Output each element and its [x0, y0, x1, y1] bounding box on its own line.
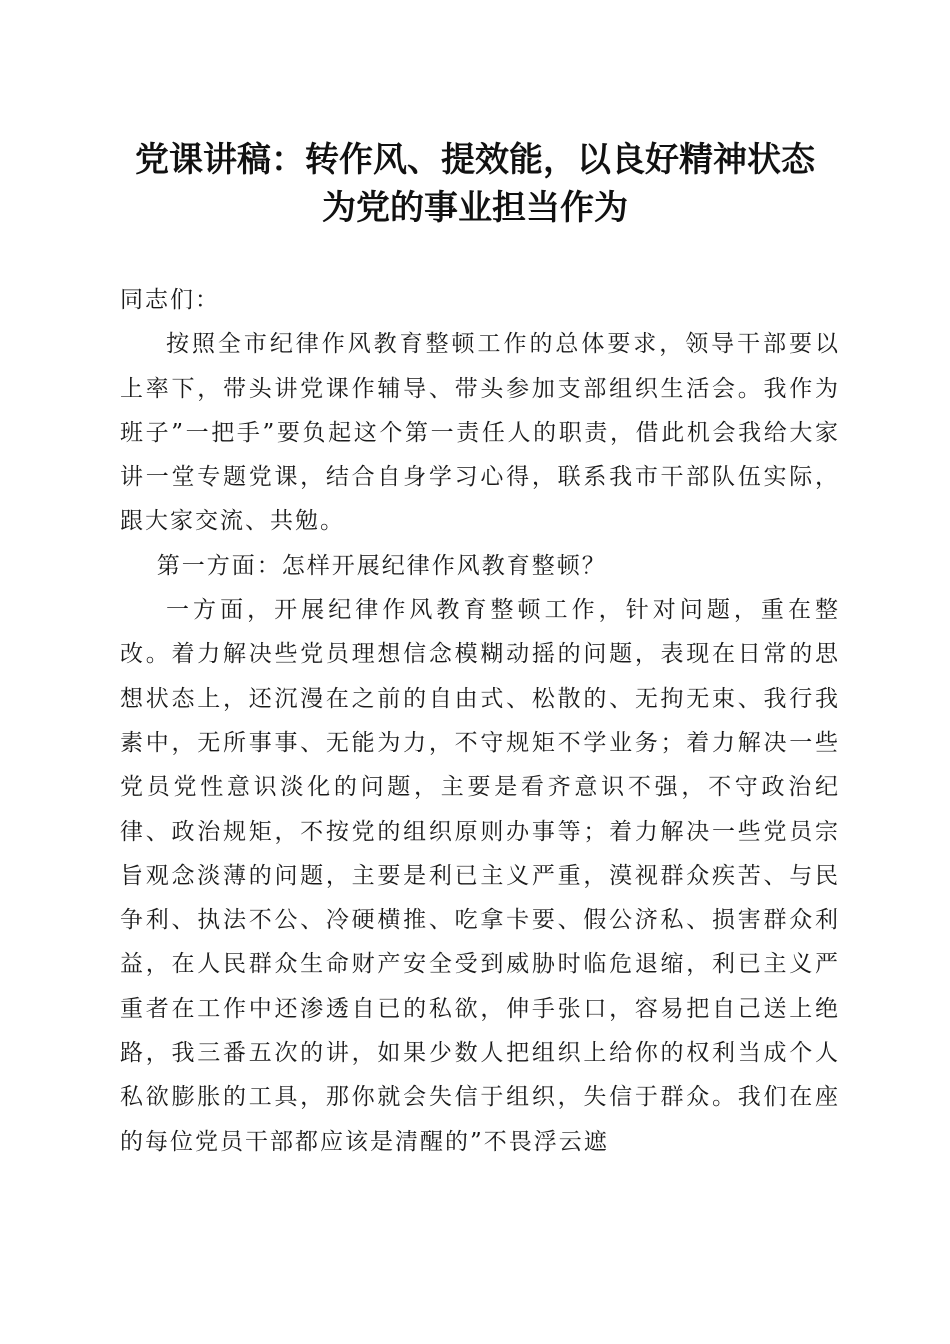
document-title-line-1: 党课讲稿：转作风、提效能，以良好精神状态	[135, 140, 815, 180]
document-title-line-2: 为党的事业担当作为	[322, 188, 628, 228]
document-body	[120, 278, 840, 1164]
paragraph-section-1: 一方面，开展纪律作风教育整顿工作，针对问题，重在整改。着力解决些党员理想信念模糊动摇的问题，表现在日常的思想状态上，还沉漫在之前的自由式、松散的、无拘无束、我行我素中，无所事事、无能为力，不守规矩不学业务；着力解决一些党员党性意识淡化的问题，主要是看齐意识不强，不守政治纪律、政治规矩，不按党的组织原则办事等；着力解决一些党员宗旨观念淡薄的问题，主要是利已主义严重，漠视群众疾苦、与民争利、执法不公、冷硬横推、吃拿卡要、假公济私、损害群众利益，在人民群众生命财产安全受到威胁时临危退缩，利已主义严重者在工作中还渗透自已的私欲，伸手张口，容易把自己送上绝路，我三番五次的讲，如果少数人把组织上给你的权利当成个人私欲膨胀的工具，那你就会失信于组织，失信于群众。我们在座的每位党员干部都应该是清醒的”不畏浮云遮	[120, 597, 840, 1155]
section-heading: 第一方面：怎样开展纪律作风教育整顿？	[156, 552, 607, 579]
salutation: 同志们：	[120, 287, 220, 313]
paragraph-intro: 按照全市纪律作风教育整顿工作的总体要求，领导干部要以上率下，带头讲党课作辅导、带头参加支部组织生活会。我作为班子”一把手”要负起这个第一责任人的职责，借此机会我给大家讲一堂专题党课，结合自身学习心得，联系我市干部队伍实际，跟大家交流、共勉。	[120, 331, 840, 535]
